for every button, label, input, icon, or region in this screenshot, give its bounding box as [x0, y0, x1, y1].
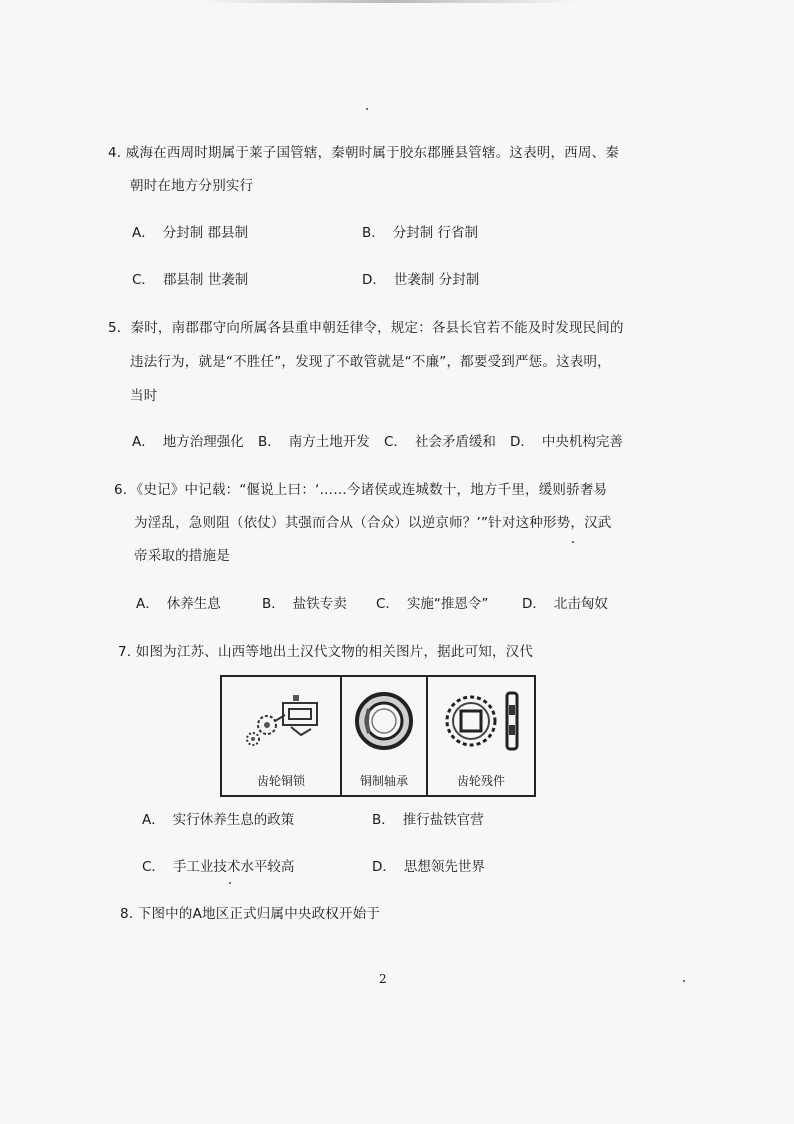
- q6-option-b[interactable]: [262, 592, 347, 612]
- q7-option-a[interactable]: [142, 808, 294, 828]
- scan-speck: [366, 108, 368, 110]
- option-key: D．: [510, 434, 534, 450]
- q8-stem-line1: 8. 下图中的A地区正式归属中央政权开始于: [120, 906, 381, 922]
- option-text: 中央机构完善: [541, 434, 623, 450]
- scan-edge-shadow: [200, 0, 580, 3]
- option-text: 盐铁专卖: [292, 596, 347, 612]
- scan-speck: [683, 980, 685, 982]
- option-text: 分封制 郡县制: [162, 225, 249, 241]
- option-key: C．: [132, 272, 155, 288]
- q5-stem-line1: 5．秦时，南郡郡守向所属各县重申朝廷律令，规定：各县长官若不能及时发现民间的: [108, 320, 624, 336]
- figure-caption-3: 齿轮残件: [456, 774, 505, 788]
- q4-stem-line1: 4. 威海在西周时期属于莱子国管辖，秦朝时属于胶东郡腄县管辖。这表明，西周、秦: [108, 145, 619, 161]
- q7-option-b[interactable]: [372, 808, 484, 828]
- q5-stem-line3: 当时: [130, 388, 158, 404]
- q6-stem-line2: 为淫乱，急则阻（依仗）其强而合从（合众）以逆京师？’”针对这种形势，汉武: [134, 515, 612, 531]
- q5-option-b[interactable]: [258, 430, 370, 450]
- figure-caption-2: 铜制轴承: [359, 774, 408, 788]
- bearing-icon: [349, 685, 419, 757]
- q7-option-c[interactable]: [142, 855, 294, 875]
- q6-option-a[interactable]: [136, 592, 221, 612]
- option-key: C．: [376, 596, 399, 612]
- q5-option-c[interactable]: [384, 430, 496, 450]
- gear-fragment-icon: [433, 685, 529, 757]
- q6-stem-line1: 6．《史记》中记载：“偃说上曰：‘……今诸侯或连城数十，地方千里，缓则骄奢易: [114, 482, 608, 498]
- option-text: 郡县制 世袭制: [162, 272, 249, 288]
- option-key: B．: [362, 225, 385, 241]
- scan-speck: [572, 541, 574, 543]
- option-text: 实施“推恩令”: [406, 596, 489, 612]
- q5-option-a[interactable]: [132, 430, 244, 450]
- option-key: B．: [258, 434, 281, 450]
- option-key: A．: [136, 596, 159, 612]
- option-text: 休养生息: [166, 596, 221, 612]
- option-key: C．: [384, 434, 407, 450]
- q5-stem-line2: 违法行为，就是“不胜任”，发现了不敢管就是“不廉”，都要受到严惩。这表明，: [130, 354, 611, 370]
- option-text: 南方土地开发: [288, 434, 370, 450]
- option-key: B．: [262, 596, 285, 612]
- option-text: 社会矛盾缓和: [414, 434, 496, 450]
- option-text: 北击匈奴: [553, 596, 608, 612]
- figure-panel-gear-lock: [222, 677, 342, 795]
- figure-panel-bearing: [342, 677, 428, 795]
- option-text: 世袭制 分封制: [393, 272, 480, 288]
- q4-option-b[interactable]: [362, 221, 478, 241]
- scan-speck: [229, 882, 231, 884]
- q6-stem-line3: 帝采取的措施是: [134, 548, 230, 564]
- q4-option-d[interactable]: [362, 268, 479, 288]
- figure-panel-gear-fragment: [428, 677, 534, 795]
- q4-option-c[interactable]: [132, 268, 248, 288]
- q4-option-a[interactable]: [132, 221, 248, 241]
- page-number: 2: [379, 972, 387, 986]
- option-text: 地方治理强化: [162, 434, 244, 450]
- option-key: A．: [142, 812, 165, 828]
- q7-option-d[interactable]: [372, 855, 485, 875]
- option-key: A．: [132, 225, 155, 241]
- option-key: D．: [372, 859, 396, 875]
- option-key: D．: [362, 272, 386, 288]
- q7-stem-line1: 7. 如图为江苏、山西等地出土汉代文物的相关图片，据此可知，汉代: [118, 644, 534, 660]
- q5-option-d[interactable]: [510, 430, 623, 450]
- option-text: 手工业技术水平较高: [172, 859, 295, 875]
- option-key: B．: [372, 812, 395, 828]
- q6-option-c[interactable]: [376, 592, 488, 612]
- figure-caption-1: 齿轮铜锁: [256, 774, 305, 788]
- option-text: 推行盐铁官营: [402, 812, 484, 828]
- gear-lock-icon: [231, 685, 331, 755]
- q7-artifact-figure: [220, 675, 536, 797]
- q6-option-d[interactable]: [522, 592, 608, 612]
- q4-stem-line2: 朝时在地方分别实行: [130, 178, 254, 194]
- option-key: A．: [132, 434, 155, 450]
- option-key: D．: [522, 596, 546, 612]
- option-text: 实行休养生息的政策: [172, 812, 295, 828]
- option-key: C．: [142, 859, 165, 875]
- option-text: 思想领先世界: [403, 859, 485, 875]
- option-text: 分封制 行省制: [392, 225, 479, 241]
